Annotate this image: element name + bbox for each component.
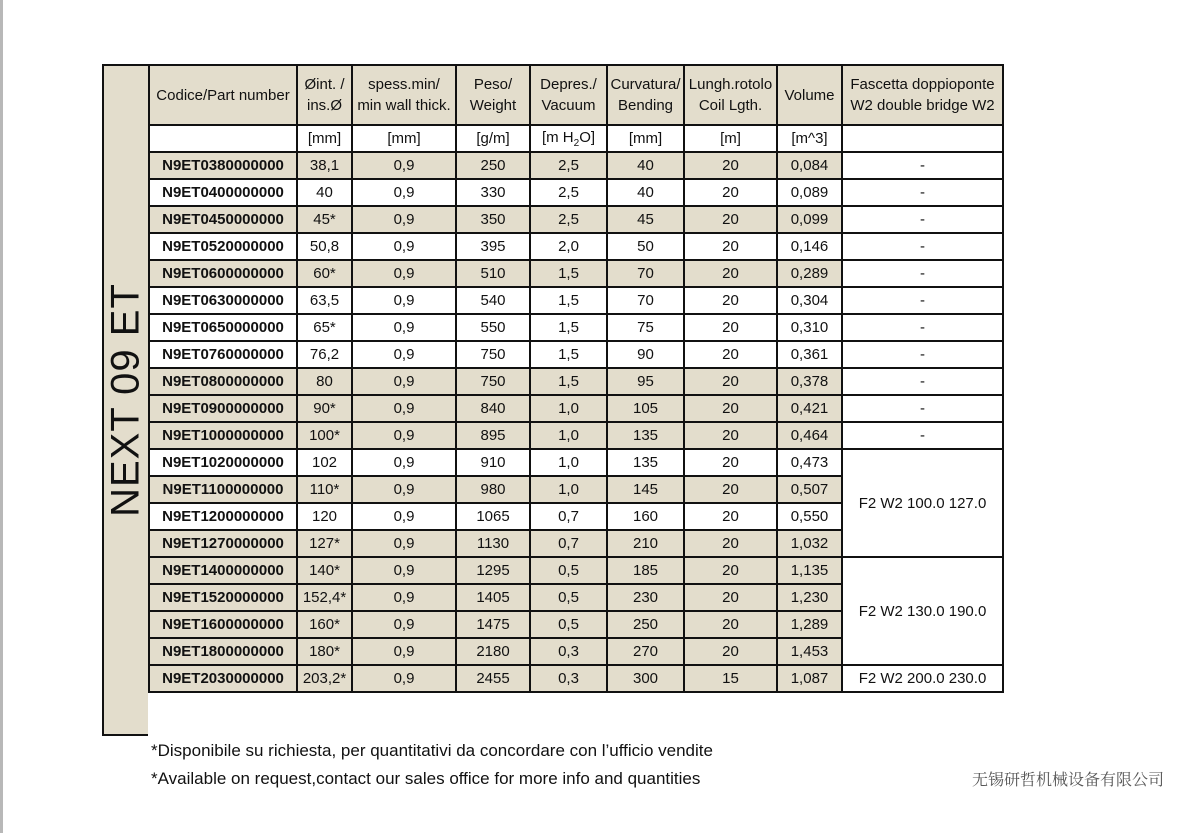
cell-coil-length: 20 <box>684 557 777 584</box>
cell-diameter: 120 <box>297 503 352 530</box>
cell-coil-length: 20 <box>684 584 777 611</box>
unit-diameter: [mm] <box>297 125 352 152</box>
cell-weight: 840 <box>456 395 530 422</box>
cell-double-bridge: - <box>842 422 1003 449</box>
cell-wall-thickness: 0,9 <box>352 611 456 638</box>
cell-coil-length: 20 <box>684 449 777 476</box>
cell-double-bridge: F2 W2 130.0 190.0 <box>842 557 1003 665</box>
cell-coil-length: 20 <box>684 341 777 368</box>
cell-diameter: 110* <box>297 476 352 503</box>
cell-part-number: N9ET0450000000 <box>149 206 297 233</box>
table-row <box>149 233 1003 260</box>
cell-vacuum: 1,0 <box>530 476 607 503</box>
cell-diameter: 100* <box>297 422 352 449</box>
cell-wall-thickness: 0,9 <box>352 449 456 476</box>
cell-part-number: N9ET1200000000 <box>149 503 297 530</box>
cell-weight: 750 <box>456 341 530 368</box>
cell-volume: 0,310 <box>777 314 842 341</box>
cell-wall-thickness: 0,9 <box>352 260 456 287</box>
cell-double-bridge: - <box>842 179 1003 206</box>
cell-weight: 2455 <box>456 665 530 692</box>
cell-coil-length: 20 <box>684 287 777 314</box>
cell-coil-length: 20 <box>684 476 777 503</box>
unit-weight: [g/m] <box>456 125 530 152</box>
cell-bending: 270 <box>607 638 684 665</box>
cell-weight: 980 <box>456 476 530 503</box>
table-row <box>149 287 1003 314</box>
cell-bending: 160 <box>607 503 684 530</box>
table-row <box>149 557 1003 584</box>
cell-part-number: N9ET2030000000 <box>149 665 297 692</box>
cell-vacuum: 2,5 <box>530 152 607 179</box>
cell-double-bridge: - <box>842 368 1003 395</box>
table-row <box>149 368 1003 395</box>
cell-coil-length: 20 <box>684 206 777 233</box>
page-left-edge <box>0 0 3 833</box>
cell-wall-thickness: 0,9 <box>352 584 456 611</box>
cell-volume: 1,135 <box>777 557 842 584</box>
cell-part-number: N9ET1800000000 <box>149 638 297 665</box>
cell-bending: 300 <box>607 665 684 692</box>
cell-wall-thickness: 0,9 <box>352 152 456 179</box>
cell-vacuum: 0,7 <box>530 530 607 557</box>
cell-coil-length: 15 <box>684 665 777 692</box>
cell-part-number: N9ET0630000000 <box>149 287 297 314</box>
cell-volume: 0,550 <box>777 503 842 530</box>
cell-volume: 0,289 <box>777 260 842 287</box>
spec-table <box>148 64 1004 693</box>
header-weight: Peso/ Weight <box>456 65 530 125</box>
cell-diameter: 203,2* <box>297 665 352 692</box>
cell-weight: 895 <box>456 422 530 449</box>
cell-part-number: N9ET0800000000 <box>149 368 297 395</box>
cell-diameter: 180* <box>297 638 352 665</box>
cell-bending: 75 <box>607 314 684 341</box>
cell-part-number: N9ET1270000000 <box>149 530 297 557</box>
cell-weight: 1065 <box>456 503 530 530</box>
cell-weight: 510 <box>456 260 530 287</box>
cell-weight: 540 <box>456 287 530 314</box>
cell-bending: 210 <box>607 530 684 557</box>
header-vacuum: Depres./ Vacuum <box>530 65 607 125</box>
cell-part-number: N9ET1100000000 <box>149 476 297 503</box>
cell-diameter: 140* <box>297 557 352 584</box>
cell-part-number: N9ET1520000000 <box>149 584 297 611</box>
cell-volume: 0,473 <box>777 449 842 476</box>
cell-wall-thickness: 0,9 <box>352 233 456 260</box>
cell-diameter: 160* <box>297 611 352 638</box>
cell-double-bridge: - <box>842 233 1003 260</box>
cell-part-number: N9ET0520000000 <box>149 233 297 260</box>
cell-diameter: 152,4* <box>297 584 352 611</box>
table-row <box>149 395 1003 422</box>
table-row <box>149 314 1003 341</box>
cell-coil-length: 20 <box>684 179 777 206</box>
cell-vacuum: 1,5 <box>530 314 607 341</box>
table-row <box>149 341 1003 368</box>
cell-vacuum: 0,3 <box>530 665 607 692</box>
cell-double-bridge: - <box>842 206 1003 233</box>
cell-vacuum: 1,5 <box>530 287 607 314</box>
cell-vacuum: 1,5 <box>530 260 607 287</box>
header-double-bridge: Fascetta doppioponte W2 double bridge W2 <box>842 65 1003 125</box>
cell-diameter: 38,1 <box>297 152 352 179</box>
cell-volume: 0,361 <box>777 341 842 368</box>
series-side-label <box>102 64 148 736</box>
cell-vacuum: 1,0 <box>530 395 607 422</box>
cell-part-number: N9ET0650000000 <box>149 314 297 341</box>
cell-bending: 250 <box>607 611 684 638</box>
cell-bending: 230 <box>607 584 684 611</box>
cell-wall-thickness: 0,9 <box>352 638 456 665</box>
cell-diameter: 90* <box>297 395 352 422</box>
cell-coil-length: 20 <box>684 503 777 530</box>
cell-coil-length: 20 <box>684 233 777 260</box>
cell-volume: 0,378 <box>777 368 842 395</box>
table-row <box>149 449 1003 476</box>
cell-diameter: 80 <box>297 368 352 395</box>
cell-diameter: 127* <box>297 530 352 557</box>
cell-diameter: 102 <box>297 449 352 476</box>
unit-bending: [mm] <box>607 125 684 152</box>
cell-double-bridge: - <box>842 260 1003 287</box>
cell-wall-thickness: 0,9 <box>352 179 456 206</box>
cell-weight: 330 <box>456 179 530 206</box>
unit-vacuum-sub: 2 <box>573 137 580 149</box>
cell-diameter: 50,8 <box>297 233 352 260</box>
table-row <box>149 260 1003 287</box>
cell-wall-thickness: 0,9 <box>352 476 456 503</box>
cell-weight: 550 <box>456 314 530 341</box>
cell-double-bridge: F2 W2 100.0 127.0 <box>842 449 1003 557</box>
cell-bending: 70 <box>607 260 684 287</box>
cell-bending: 40 <box>607 152 684 179</box>
cell-vacuum: 1,0 <box>530 449 607 476</box>
cell-volume: 1,230 <box>777 584 842 611</box>
header-bending: Curvatura/ Bending <box>607 65 684 125</box>
cell-bending: 40 <box>607 179 684 206</box>
cell-vacuum: 0,5 <box>530 611 607 638</box>
cell-bending: 135 <box>607 422 684 449</box>
cell-part-number: N9ET0760000000 <box>149 341 297 368</box>
cell-weight: 2180 <box>456 638 530 665</box>
cell-coil-length: 20 <box>684 530 777 557</box>
cell-vacuum: 1,0 <box>530 422 607 449</box>
units-row <box>149 125 1003 152</box>
unit-part-number <box>149 125 297 152</box>
cell-vacuum: 0,7 <box>530 503 607 530</box>
cell-wall-thickness: 0,9 <box>352 503 456 530</box>
cell-double-bridge: - <box>842 395 1003 422</box>
table-row <box>149 665 1003 692</box>
unit-double-bridge <box>842 125 1003 152</box>
cell-weight: 250 <box>456 152 530 179</box>
cell-diameter: 40 <box>297 179 352 206</box>
cell-double-bridge: - <box>842 287 1003 314</box>
cell-bending: 95 <box>607 368 684 395</box>
cell-wall-thickness: 0,9 <box>352 530 456 557</box>
cell-coil-length: 20 <box>684 368 777 395</box>
header-wall-thickness: spess.min/ min wall thick. <box>352 65 456 125</box>
unit-vacuum-prefix: [m H <box>541 128 574 146</box>
cell-diameter: 60* <box>297 260 352 287</box>
cell-weight: 910 <box>456 449 530 476</box>
unit-wall: [mm] <box>352 125 456 152</box>
cell-volume: 0,099 <box>777 206 842 233</box>
table-row <box>149 422 1003 449</box>
cell-coil-length: 20 <box>684 611 777 638</box>
unit-coil: [m] <box>684 125 777 152</box>
cell-weight: 750 <box>456 368 530 395</box>
cell-volume: 1,289 <box>777 611 842 638</box>
cell-volume: 0,084 <box>777 152 842 179</box>
cell-vacuum: 2,0 <box>530 233 607 260</box>
cell-volume: 0,089 <box>777 179 842 206</box>
table-row <box>149 206 1003 233</box>
cell-coil-length: 20 <box>684 260 777 287</box>
company-watermark: 无锡研哲机械设备有限公司 <box>972 770 1165 789</box>
cell-vacuum: 2,5 <box>530 206 607 233</box>
cell-double-bridge: - <box>842 314 1003 341</box>
cell-vacuum: 0,5 <box>530 584 607 611</box>
cell-bending: 45 <box>607 206 684 233</box>
cell-coil-length: 20 <box>684 314 777 341</box>
cell-volume: 0,507 <box>777 476 842 503</box>
cell-wall-thickness: 0,9 <box>352 368 456 395</box>
cell-bending: 90 <box>607 341 684 368</box>
cell-bending: 50 <box>607 233 684 260</box>
unit-volume: [m^3] <box>777 125 842 152</box>
series-label-text: NEXT 09 ET <box>103 283 148 517</box>
cell-double-bridge: F2 W2 200.0 230.0 <box>842 665 1003 692</box>
unit-vacuum <box>530 125 607 152</box>
cell-diameter: 76,2 <box>297 341 352 368</box>
cell-wall-thickness: 0,9 <box>352 557 456 584</box>
cell-coil-length: 20 <box>684 422 777 449</box>
cell-wall-thickness: 0,9 <box>352 314 456 341</box>
cell-vacuum: 1,5 <box>530 368 607 395</box>
cell-vacuum: 2,5 <box>530 179 607 206</box>
cell-part-number: N9ET1000000000 <box>149 422 297 449</box>
cell-bending: 145 <box>607 476 684 503</box>
cell-coil-length: 20 <box>684 152 777 179</box>
cell-part-number: N9ET0400000000 <box>149 179 297 206</box>
cell-weight: 1405 <box>456 584 530 611</box>
cell-part-number: N9ET0600000000 <box>149 260 297 287</box>
cell-vacuum: 0,5 <box>530 557 607 584</box>
unit-vacuum-suffix: O] <box>579 128 596 146</box>
cell-volume: 1,087 <box>777 665 842 692</box>
cell-wall-thickness: 0,9 <box>352 395 456 422</box>
cell-part-number: N9ET0380000000 <box>149 152 297 179</box>
cell-part-number: N9ET1020000000 <box>149 449 297 476</box>
cell-vacuum: 1,5 <box>530 341 607 368</box>
cell-volume: 0,304 <box>777 287 842 314</box>
cell-coil-length: 20 <box>684 395 777 422</box>
header-volume: Volume <box>777 65 842 125</box>
cell-wall-thickness: 0,9 <box>352 287 456 314</box>
header-part-number: Codice/Part number <box>149 65 297 125</box>
cell-bending: 185 <box>607 557 684 584</box>
header-row <box>149 65 1003 125</box>
cell-wall-thickness: 0,9 <box>352 341 456 368</box>
cell-wall-thickness: 0,9 <box>352 206 456 233</box>
cell-volume: 0,421 <box>777 395 842 422</box>
cell-part-number: N9ET1600000000 <box>149 611 297 638</box>
cell-coil-length: 20 <box>684 638 777 665</box>
footnote-italian: *Disponibile su richiesta, per quantitativi da concordare con l’ufficio vendite <box>151 741 713 760</box>
table-row <box>149 152 1003 179</box>
cell-diameter: 45* <box>297 206 352 233</box>
cell-volume: 0,464 <box>777 422 842 449</box>
cell-weight: 395 <box>456 233 530 260</box>
cell-weight: 350 <box>456 206 530 233</box>
footnote-english: *Available on request,contact our sales office for more info and quantities <box>151 769 701 788</box>
cell-wall-thickness: 0,9 <box>352 665 456 692</box>
header-coil-length: Lungh.rotolo Coil Lgth. <box>684 65 777 125</box>
cell-volume: 1,453 <box>777 638 842 665</box>
table-row <box>149 179 1003 206</box>
cell-double-bridge: - <box>842 152 1003 179</box>
cell-part-number: N9ET1400000000 <box>149 557 297 584</box>
cell-double-bridge: - <box>842 341 1003 368</box>
cell-bending: 70 <box>607 287 684 314</box>
cell-volume: 1,032 <box>777 530 842 557</box>
cell-weight: 1130 <box>456 530 530 557</box>
cell-part-number: N9ET0900000000 <box>149 395 297 422</box>
header-diameter: Øint. / ins.Ø <box>297 65 352 125</box>
cell-wall-thickness: 0,9 <box>352 422 456 449</box>
cell-volume: 0,146 <box>777 233 842 260</box>
cell-weight: 1475 <box>456 611 530 638</box>
cell-diameter: 63,5 <box>297 287 352 314</box>
cell-weight: 1295 <box>456 557 530 584</box>
cell-diameter: 65* <box>297 314 352 341</box>
cell-bending: 105 <box>607 395 684 422</box>
cell-vacuum: 0,3 <box>530 638 607 665</box>
cell-bending: 135 <box>607 449 684 476</box>
